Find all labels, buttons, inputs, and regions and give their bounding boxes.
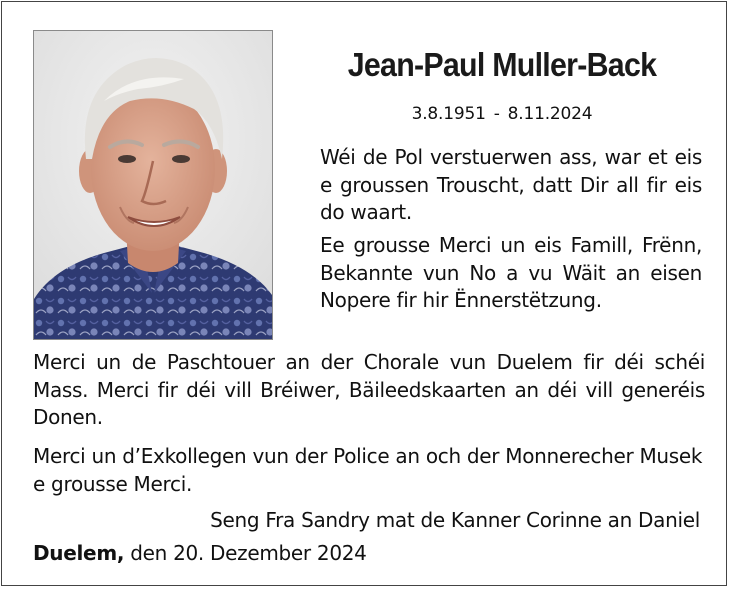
life-dates — [302, 104, 702, 124]
message-paragraph-4: Merci un d’Exkollegen vun der Police an och der Monnerecher Musek e grousse Merci. — [33, 444, 703, 496]
birth-date: 3.8.1951 — [411, 104, 486, 124]
date-separator: - — [493, 104, 500, 124]
obituary-notice — [1, 1, 727, 586]
death-date: 8.11.2024 — [507, 104, 593, 124]
notice-date: den 20. Dezember 2024 — [124, 541, 367, 565]
portrait-photo-icon — [34, 31, 272, 339]
portrait-photo — [33, 30, 273, 340]
message-paragraph-3: Merci un de Paschtouer an der Chorale vun Duelem fir déi schéi Mass. Merci fir déi vill Bréiwer, Bäileedskaarten an déi vill generéis Donen. — [33, 350, 705, 429]
message-paragraph-1: Wéi de Pol verstuerwen ass, war et eis e groussen Trouscht, datt Dir all fir eis do waart. — [320, 145, 702, 224]
place-name: Duelem, — [33, 541, 125, 565]
place-date-line — [33, 541, 367, 565]
deceased-name: Jean-Paul Muller-Back — [347, 46, 657, 83]
family-signature: Seng Fra Sandry mat de Kanner Corinne an Daniel — [210, 508, 700, 532]
message-paragraph-2: Ee grousse Merci un eis Famill, Frënn, Bekannte vun No a vu Wäit an eisen Nopere fir hir Ënnerstëtzung. — [320, 233, 702, 312]
